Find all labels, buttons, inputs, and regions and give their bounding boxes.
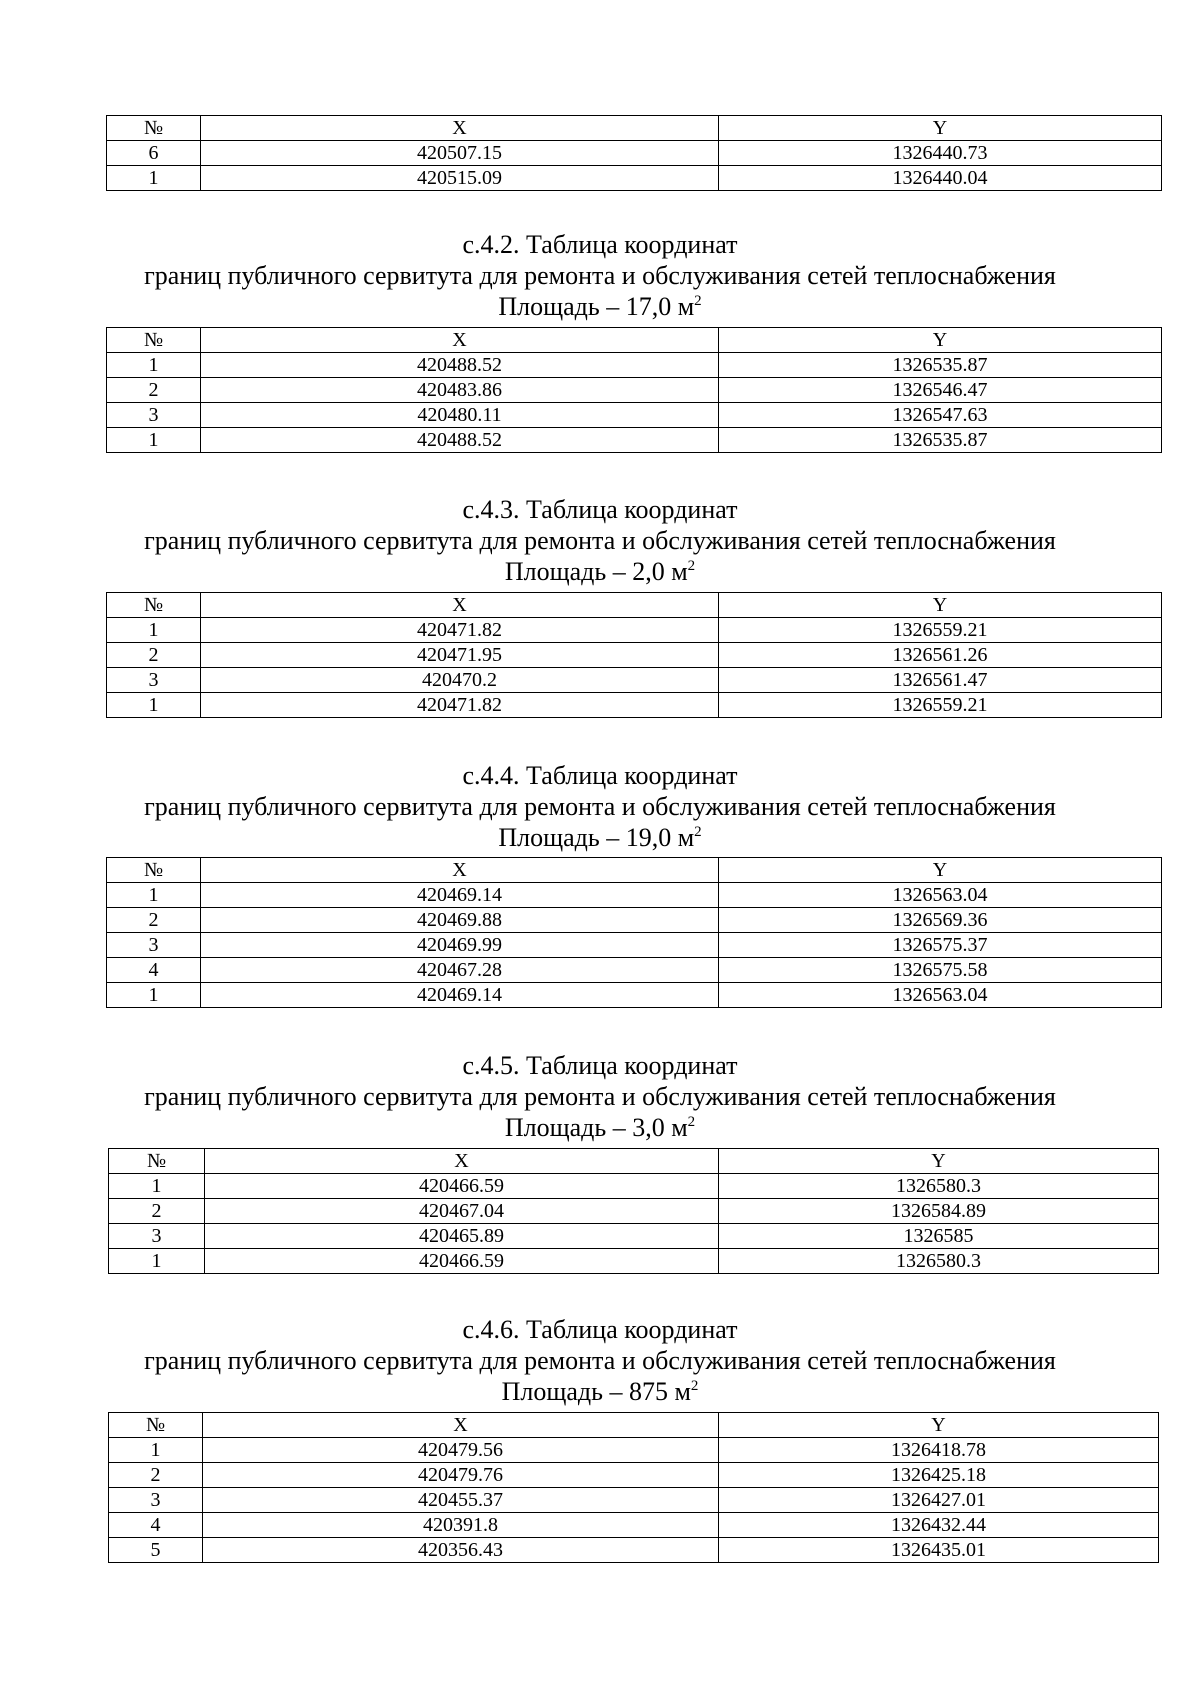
point-number-cell: 4 — [109, 1513, 203, 1538]
point-number-cell: 1 — [109, 1174, 205, 1199]
column-header-y: Y — [719, 1149, 1159, 1174]
y-coordinate-cell: 1326569.36 — [719, 908, 1162, 933]
point-number-cell: 3 — [107, 403, 201, 428]
x-coordinate-cell: 420469.99 — [201, 933, 719, 958]
x-coordinate-cell: 420467.04 — [205, 1199, 719, 1224]
x-coordinate-cell: 420469.14 — [201, 983, 719, 1008]
table-title: с.4.3. Таблица координат — [462, 495, 738, 524]
table-row — [109, 1463, 1159, 1488]
table-row — [107, 403, 1162, 428]
y-coordinate-cell: 1326561.26 — [719, 643, 1162, 668]
area-unit-superscript: 2 — [687, 558, 696, 574]
table-body — [107, 328, 1162, 453]
table-header-row — [107, 858, 1162, 883]
table-caption-4-6 — [0, 1314, 1200, 1407]
y-coordinate-cell: 1326575.37 — [719, 933, 1162, 958]
table-header-row — [107, 593, 1162, 618]
table-title: с.4.6. Таблица координат — [462, 1315, 738, 1344]
y-coordinate-cell: 1326561.47 — [719, 668, 1162, 693]
coordinate-table-4-3 — [106, 592, 1162, 718]
x-coordinate-cell: 420469.88 — [201, 908, 719, 933]
column-header-x: X — [205, 1149, 719, 1174]
column-header-x: X — [201, 328, 719, 353]
x-coordinate-cell: 420480.11 — [201, 403, 719, 428]
table-subtitle: границ публичного сервитута для ремонта и обслуживания сетей теплоснабжения — [144, 526, 1056, 555]
column-header-x: X — [203, 1413, 719, 1438]
y-coordinate-cell: 1326563.04 — [719, 883, 1162, 908]
column-header-x: X — [201, 593, 719, 618]
y-coordinate-cell: 1326559.21 — [719, 618, 1162, 643]
table-header-row — [109, 1149, 1159, 1174]
table-body — [107, 593, 1162, 718]
table-title: с.4.5. Таблица координат — [462, 1051, 738, 1080]
y-coordinate-cell: 1326584.89 — [719, 1199, 1159, 1224]
table-caption-4-4 — [0, 760, 1200, 853]
y-coordinate-cell: 1326425.18 — [719, 1463, 1159, 1488]
table-row — [109, 1174, 1159, 1199]
x-coordinate-cell: 420479.56 — [203, 1438, 719, 1463]
x-coordinate-cell: 420466.59 — [205, 1174, 719, 1199]
x-coordinate-cell: 420479.76 — [203, 1463, 719, 1488]
table-title: с.4.2. Таблица координат — [462, 230, 738, 259]
column-header-y: Y — [719, 1413, 1159, 1438]
x-coordinate-cell: 420469.14 — [201, 883, 719, 908]
column-header-y: Y — [719, 858, 1162, 883]
table-row — [107, 958, 1162, 983]
column-header-x: X — [201, 116, 719, 141]
x-coordinate-cell: 420507.15 — [201, 141, 719, 166]
table-row — [107, 618, 1162, 643]
point-number-cell: 2 — [109, 1199, 205, 1224]
y-coordinate-cell: 1326585 — [719, 1224, 1159, 1249]
table-row — [109, 1538, 1159, 1563]
x-coordinate-cell: 420455.37 — [203, 1488, 719, 1513]
table-row — [109, 1199, 1159, 1224]
area-unit-superscript: 2 — [694, 824, 702, 840]
y-coordinate-cell: 1326575.58 — [719, 958, 1162, 983]
point-number-cell: 6 — [107, 141, 201, 166]
table-subtitle: границ публичного сервитута для ремонта и обслуживания сетей теплоснабжения — [144, 1346, 1056, 1375]
column-header-y: Y — [719, 116, 1162, 141]
y-coordinate-cell: 1326435.01 — [719, 1538, 1159, 1563]
coordinate-table-4-6 — [108, 1412, 1159, 1563]
point-number-cell: 3 — [109, 1488, 203, 1513]
area-unit-superscript: 2 — [687, 1114, 696, 1130]
point-number-cell: 2 — [107, 378, 201, 403]
point-number-cell: 1 — [107, 353, 201, 378]
x-coordinate-cell: 420515.09 — [201, 166, 719, 191]
area-label: Площадь – 2,0 м — [504, 557, 688, 586]
table-row — [107, 933, 1162, 958]
area-line — [0, 822, 1200, 853]
y-coordinate-cell: 1326535.87 — [719, 428, 1162, 453]
table-row — [107, 693, 1162, 718]
column-header-number: № — [109, 1149, 205, 1174]
point-number-cell: 1 — [107, 693, 201, 718]
y-coordinate-cell: 1326547.63 — [719, 403, 1162, 428]
area-label: Площадь – 875 м — [501, 1377, 691, 1406]
x-coordinate-cell: 420466.59 — [205, 1249, 719, 1274]
y-coordinate-cell: 1326580.3 — [719, 1174, 1159, 1199]
point-number-cell: 1 — [107, 428, 201, 453]
point-number-cell: 1 — [107, 618, 201, 643]
table-row — [107, 378, 1162, 403]
x-coordinate-cell: 420488.52 — [201, 353, 719, 378]
point-number-cell: 1 — [107, 883, 201, 908]
y-coordinate-cell: 1326432.44 — [719, 1513, 1159, 1538]
point-number-cell: 2 — [109, 1463, 203, 1488]
table-row — [107, 668, 1162, 693]
column-header-y: Y — [719, 593, 1162, 618]
table-row — [107, 908, 1162, 933]
coordinate-table-4-2 — [106, 327, 1162, 453]
table-title: с.4.4. Таблица координат — [462, 761, 738, 790]
y-coordinate-cell: 1326563.04 — [719, 983, 1162, 1008]
table-header-row — [109, 1413, 1159, 1438]
column-header-x: X — [201, 858, 719, 883]
point-number-cell: 2 — [107, 908, 201, 933]
x-coordinate-cell: 420471.95 — [201, 643, 719, 668]
point-number-cell: 3 — [107, 933, 201, 958]
y-coordinate-cell: 1326559.21 — [719, 693, 1162, 718]
table-subtitle: границ публичного сервитута для ремонта и обслуживания сетей теплоснабжения — [144, 792, 1056, 821]
table-row — [109, 1513, 1159, 1538]
y-coordinate-cell: 1326580.3 — [719, 1249, 1159, 1274]
x-coordinate-cell: 420471.82 — [201, 618, 719, 643]
area-line — [0, 556, 1200, 587]
x-coordinate-cell: 420470.2 — [201, 668, 719, 693]
coordinate-table-4-4 — [106, 857, 1162, 1008]
x-coordinate-cell: 420488.52 — [201, 428, 719, 453]
area-label: Площадь – 19,0 м — [498, 823, 695, 852]
y-coordinate-cell: 1326418.78 — [719, 1438, 1159, 1463]
column-header-number: № — [107, 116, 201, 141]
column-header-number: № — [109, 1413, 203, 1438]
column-header-number: № — [107, 858, 201, 883]
table-row — [107, 643, 1162, 668]
y-coordinate-cell: 1326546.47 — [719, 378, 1162, 403]
table-body — [107, 116, 1162, 191]
point-number-cell: 1 — [107, 166, 201, 191]
point-number-cell: 1 — [109, 1438, 203, 1463]
table-subtitle: границ публичного сервитута для ремонта и обслуживания сетей теплоснабжения — [144, 261, 1056, 290]
table-caption-4-3 — [0, 494, 1200, 587]
coordinate-table-continuation — [106, 115, 1162, 191]
x-coordinate-cell: 420391.8 — [203, 1513, 719, 1538]
column-header-number: № — [107, 593, 201, 618]
area-label: Площадь – 17,0 м — [498, 292, 695, 321]
point-number-cell: 3 — [107, 668, 201, 693]
table-body — [109, 1149, 1159, 1274]
table-row — [107, 883, 1162, 908]
point-number-cell: 2 — [107, 643, 201, 668]
table-body — [109, 1413, 1159, 1563]
y-coordinate-cell: 1326535.87 — [719, 353, 1162, 378]
table-header-row — [107, 328, 1162, 353]
area-unit-superscript: 2 — [694, 293, 702, 309]
table-row — [109, 1488, 1159, 1513]
x-coordinate-cell: 420483.86 — [201, 378, 719, 403]
table-caption-4-5 — [0, 1050, 1200, 1143]
table-row — [109, 1224, 1159, 1249]
point-number-cell: 3 — [109, 1224, 205, 1249]
table-row — [107, 141, 1162, 166]
x-coordinate-cell: 420356.43 — [203, 1538, 719, 1563]
table-body — [107, 858, 1162, 1008]
y-coordinate-cell: 1326440.04 — [719, 166, 1162, 191]
coordinate-table-4-5 — [108, 1148, 1159, 1274]
x-coordinate-cell: 420471.82 — [201, 693, 719, 718]
y-coordinate-cell: 1326440.73 — [719, 141, 1162, 166]
area-line — [0, 1376, 1200, 1407]
table-row — [107, 166, 1162, 191]
point-number-cell: 1 — [109, 1249, 205, 1274]
x-coordinate-cell: 420465.89 — [205, 1224, 719, 1249]
table-row — [109, 1438, 1159, 1463]
column-header-y: Y — [719, 328, 1162, 353]
table-row — [109, 1249, 1159, 1274]
area-label: Площадь – 3,0 м — [504, 1113, 688, 1142]
table-row — [107, 353, 1162, 378]
area-line — [0, 291, 1200, 322]
table-row — [107, 983, 1162, 1008]
area-line — [0, 1112, 1200, 1143]
table-subtitle: границ публичного сервитута для ремонта и обслуживания сетей теплоснабжения — [144, 1082, 1056, 1111]
point-number-cell: 5 — [109, 1538, 203, 1563]
point-number-cell: 1 — [107, 983, 201, 1008]
x-coordinate-cell: 420467.28 — [201, 958, 719, 983]
point-number-cell: 4 — [107, 958, 201, 983]
column-header-number: № — [107, 328, 201, 353]
table-row — [107, 428, 1162, 453]
y-coordinate-cell: 1326427.01 — [719, 1488, 1159, 1513]
table-header-row — [107, 116, 1162, 141]
table-caption-4-2 — [0, 229, 1200, 322]
area-unit-superscript: 2 — [690, 1378, 699, 1394]
